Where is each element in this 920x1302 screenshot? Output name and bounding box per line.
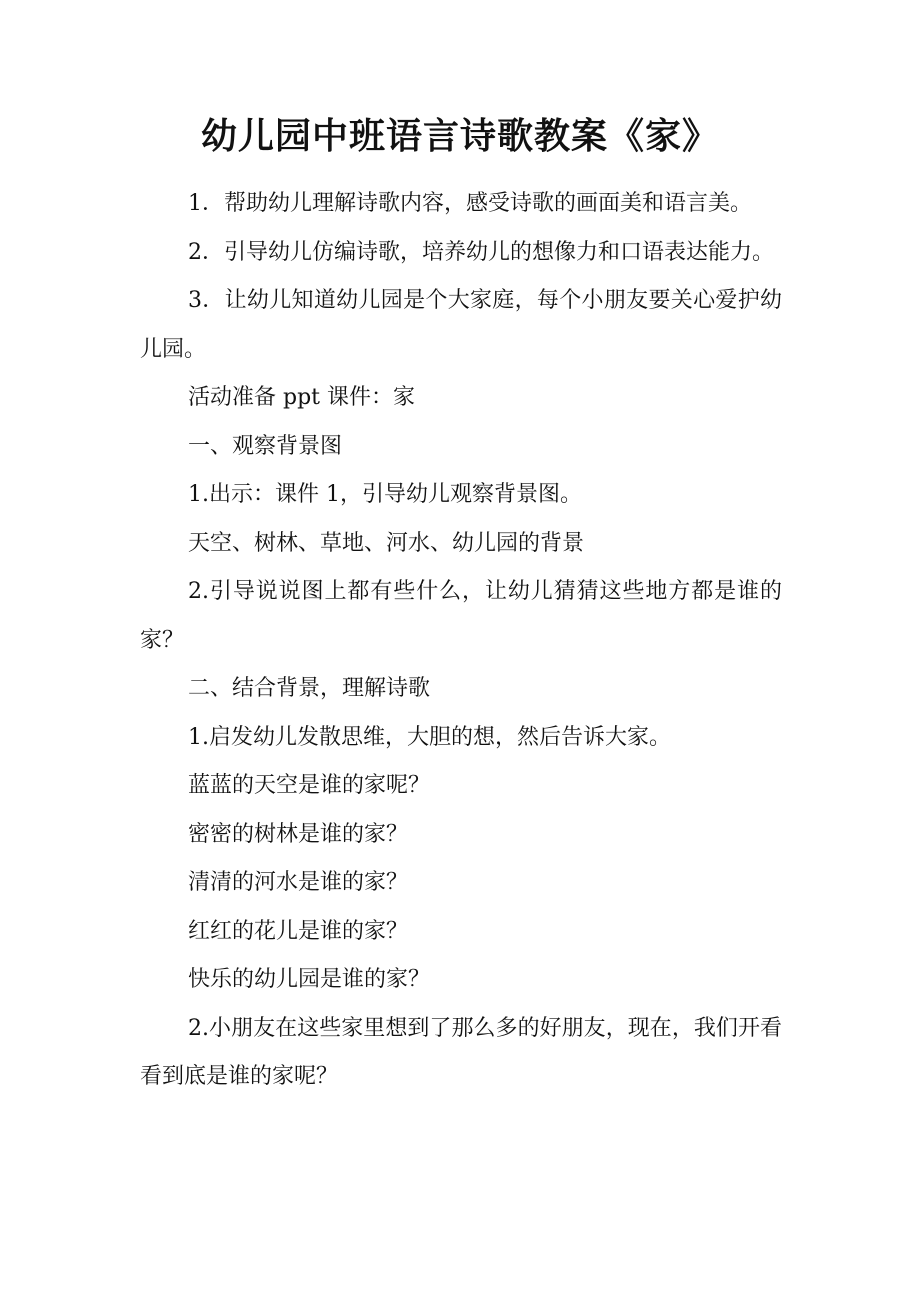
paragraph-step-2-1: 1.启发幼儿发散思维，大胆的想，然后告诉大家。 bbox=[188, 724, 671, 750]
document-body bbox=[140, 180, 782, 1102]
paragraph-goal-1: 1．帮助幼儿理解诗歌内容，感受诗歌的画面美和语言美。 bbox=[188, 191, 752, 216]
poem-line-4: 红红的花儿是谁的家？ bbox=[188, 918, 409, 944]
page-title: 幼儿园中班语言诗歌教案《家》 bbox=[200, 116, 719, 157]
poem-line-5: 快乐的幼儿园是谁的家？ bbox=[188, 967, 431, 992]
section-heading-2: 二、结合背景，理解诗歌 bbox=[188, 676, 431, 701]
paragraph-preparation: 活动准备 ppt 课件：家 bbox=[188, 385, 415, 410]
poem-line-3: 清清的河水是谁的家？ bbox=[188, 870, 409, 895]
paragraph-step-1-2: 2.引导说说图上都有些什么，让幼儿猜猜这些地方都是谁的家？ bbox=[140, 579, 782, 653]
paragraph-step-2-2: 2.小朋友在这些家里想到了那么多的好朋友，现在，我们开看看到底是谁的家呢？ bbox=[140, 1015, 782, 1089]
paragraph-goal-3: 3．让幼儿知道幼儿园是个大家庭，每个小朋友要关心爱护幼儿园。 bbox=[140, 288, 782, 362]
paragraph-step-1-1: 1.出示：课件 1，引导幼儿观察背景图。 bbox=[188, 482, 582, 507]
poem-line-2: 密密的树林是谁的家？ bbox=[188, 821, 409, 847]
poem-line-1: 蓝蓝的天空是谁的家呢？ bbox=[188, 773, 431, 798]
paragraph-goal-2: 2．引导幼儿仿编诗歌，培养幼儿的想像力和口语表达能力。 bbox=[188, 239, 774, 265]
section-heading-1: 一、观察背景图 bbox=[188, 433, 343, 459]
paragraph-background-list: 天空、树林、草地、河水、幼儿园的背景 bbox=[188, 530, 585, 556]
